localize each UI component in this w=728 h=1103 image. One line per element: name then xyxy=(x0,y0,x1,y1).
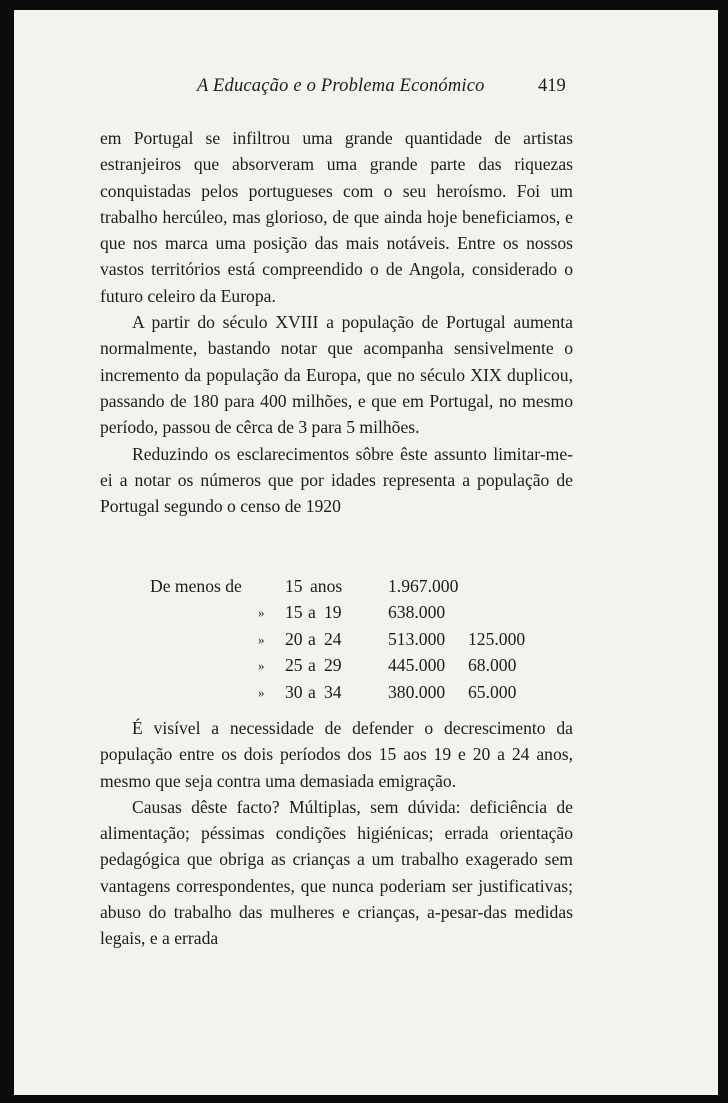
running-title: A Educação e o Problema Económico xyxy=(197,76,485,96)
age-separator: a xyxy=(308,681,316,702)
population-value: 1.967.000 xyxy=(388,576,459,596)
page-number: 419 xyxy=(538,76,566,96)
table-row xyxy=(150,682,570,708)
age-from: 30 xyxy=(285,681,303,702)
ditto-mark: » xyxy=(258,658,265,674)
age-to: 24 xyxy=(324,628,342,649)
body-text-top xyxy=(100,125,573,519)
age-to: 34 xyxy=(324,681,342,702)
table-row xyxy=(150,629,570,655)
table-row xyxy=(150,602,570,628)
book-page xyxy=(14,10,718,1095)
difference-value: 125.000 xyxy=(468,628,526,649)
population-value: 445.000 xyxy=(388,655,446,676)
age-to: anos xyxy=(310,576,343,596)
paragraph: Reduzindo os esclarecimentos sôbre êste assunto limitar-me-ei a notar os números que por idades representa a população de Portugal segundo o censo de 1920 xyxy=(100,443,573,517)
table-row xyxy=(150,576,570,602)
age-separator: a xyxy=(308,602,316,623)
row-label: De menos de xyxy=(150,576,242,596)
age-to: 29 xyxy=(324,655,342,676)
paragraph: em Portugal se infiltrou uma grande quantidade de artistas estranjeiros que absorveram uma grande parte das riquezas conquistadas pelos portugueses com o seu heroísmo. Foi um trabalho hercúleo, mas glorioso, de que ainda hoje beneficiamos, e que nos marca uma posição das mais notáveis. Entre os nossos vastos territórios está compreendido o de Angola, considerado o futuro celeiro da Europa. xyxy=(100,128,573,306)
body-text-bottom xyxy=(100,715,573,952)
difference-value: 65.000 xyxy=(468,681,517,702)
age-separator: a xyxy=(308,628,316,649)
difference-value: 68.000 xyxy=(468,655,517,676)
age-from: 20 xyxy=(285,628,303,649)
census-table xyxy=(150,576,570,708)
table-row xyxy=(150,655,570,681)
ditto-mark: » xyxy=(258,631,265,647)
age-to: 19 xyxy=(324,602,342,623)
population-value: 380.000 xyxy=(388,681,446,702)
paragraph: É visível a necessidade de defender o decrescimento da população entre os dois períodos dos 15 aos 19 e 20 a 24 anos, mesmo que seja contra uma demasiada emigração. xyxy=(100,718,573,791)
age-from: 25 xyxy=(285,655,303,676)
paragraph: Causas dêste facto? Múltiplas, sem dúvida: deficiência de alimentação; péssimas condições higiénicas; errada orientação pedagógica que obriga as crianças a um trabalho exagerado sem vantagens correspondentes, que nunca poderiam ser justificativas; abuso do trabalho das mulheres e crianças, a-pesar-das medidas legais, e a errada xyxy=(100,796,573,949)
paragraph: A partir do século XVIII a população de Portugal aumenta normalmente, bastando notar que acompanha sensivelmente o incremento da população da Europa, que no século XIX duplicou, passando de 180 para 400 milhões, e que em Portugal, no mesmo período, passou de cêrca de 3 para 5 milhões. xyxy=(100,312,573,438)
ditto-mark: » xyxy=(258,605,265,621)
age-from: 15 xyxy=(285,576,303,596)
ditto-mark: » xyxy=(258,684,265,700)
age-separator: a xyxy=(308,655,316,676)
population-value: 513.000 xyxy=(388,628,446,649)
population-value: 638.000 xyxy=(388,602,446,623)
age-from: 15 xyxy=(285,602,303,623)
